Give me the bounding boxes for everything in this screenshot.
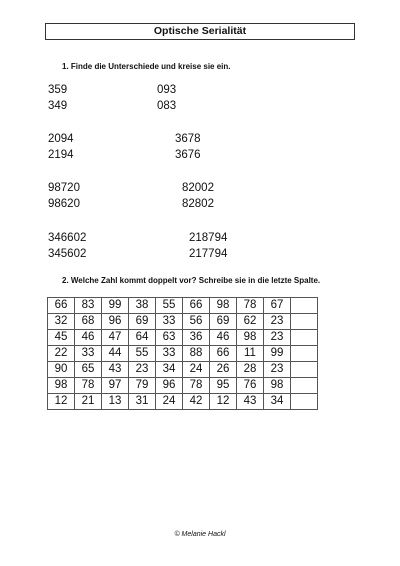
number: 2194 <box>48 149 74 161</box>
grid-cell: 21 <box>75 394 102 410</box>
grid-cell: 68 <box>75 314 102 330</box>
grid-cell: 78 <box>75 378 102 394</box>
grid-cell: 96 <box>156 378 183 394</box>
number: 3678 <box>175 133 201 145</box>
grid-cell: 62 <box>237 314 264 330</box>
grid-cell: 99 <box>102 298 129 314</box>
grid-cell: 12 <box>210 394 237 410</box>
grid-cell: 22 <box>48 346 75 362</box>
answer-cell[interactable] <box>291 362 318 378</box>
pair-4-right <box>189 230 227 262</box>
task-1-instruction: 1. Finde die Unterschiede und kreise sie ein. <box>62 62 231 71</box>
grid-cell: 11 <box>237 346 264 362</box>
number: 346602 <box>48 232 87 244</box>
grid-cell: 96 <box>102 314 129 330</box>
grid-cell: 47 <box>102 330 129 346</box>
grid-cell: 69 <box>210 314 237 330</box>
grid-cell: 69 <box>129 314 156 330</box>
number: 345602 <box>48 248 87 260</box>
number: 093 <box>157 84 177 96</box>
grid-cell: 31 <box>129 394 156 410</box>
grid-cell: 78 <box>183 378 210 394</box>
pair-2-left <box>48 131 74 163</box>
table-row <box>48 362 318 378</box>
grid-cell: 66 <box>48 298 75 314</box>
grid-cell: 65 <box>75 362 102 378</box>
grid-cell: 79 <box>129 378 156 394</box>
grid-cell: 24 <box>156 394 183 410</box>
answer-cell[interactable] <box>291 394 318 410</box>
table-row <box>48 378 318 394</box>
number: 82802 <box>182 198 214 210</box>
copyright-footer: © Melanie Hackl <box>174 531 226 538</box>
grid-cell: 66 <box>210 346 237 362</box>
grid-cell: 43 <box>102 362 129 378</box>
number: 82002 <box>182 182 214 194</box>
worksheet-title: Optische Serialität <box>45 23 355 40</box>
pair-2-right <box>175 131 201 163</box>
grid-cell: 32 <box>48 314 75 330</box>
grid-cell: 44 <box>102 346 129 362</box>
grid-cell: 23 <box>264 362 291 378</box>
grid-cell: 42 <box>183 394 210 410</box>
answer-cell[interactable] <box>291 314 318 330</box>
grid-cell: 28 <box>237 362 264 378</box>
table-row <box>48 394 318 410</box>
number: 98720 <box>48 182 80 194</box>
grid-cell: 23 <box>264 330 291 346</box>
grid-cell: 45 <box>48 330 75 346</box>
answer-cell[interactable] <box>291 330 318 346</box>
grid-cell: 90 <box>48 362 75 378</box>
grid-cell: 55 <box>156 298 183 314</box>
grid-cell: 43 <box>237 394 264 410</box>
grid-cell: 33 <box>156 314 183 330</box>
number-grid <box>47 297 318 410</box>
pair-3-right <box>182 180 214 212</box>
grid-cell: 46 <box>210 330 237 346</box>
number: 218794 <box>189 232 228 244</box>
grid-cell: 78 <box>237 298 264 314</box>
number: 349 <box>48 100 68 112</box>
grid-cell: 63 <box>156 330 183 346</box>
grid-cell: 98 <box>210 298 237 314</box>
grid-cell: 99 <box>264 346 291 362</box>
grid-cell: 95 <box>210 378 237 394</box>
number: 083 <box>157 100 177 112</box>
pair-1-right <box>157 82 176 114</box>
grid-cell: 55 <box>129 346 156 362</box>
number: 359 <box>48 84 68 96</box>
number: 217794 <box>189 248 228 260</box>
pair-1-left <box>48 82 67 114</box>
answer-cell[interactable] <box>291 346 318 362</box>
grid-cell: 67 <box>264 298 291 314</box>
grid-cell: 12 <box>48 394 75 410</box>
answer-cell[interactable] <box>291 378 318 394</box>
pair-4-left <box>48 230 86 262</box>
grid-cell: 36 <box>183 330 210 346</box>
grid-cell: 64 <box>129 330 156 346</box>
grid-cell: 46 <box>75 330 102 346</box>
grid-cell: 98 <box>237 330 264 346</box>
grid-cell: 23 <box>264 314 291 330</box>
grid-cell: 56 <box>183 314 210 330</box>
number: 98620 <box>48 198 80 210</box>
grid-cell: 83 <box>75 298 102 314</box>
task-2-instruction: 2. Welche Zahl kommt doppelt vor? Schreibe sie in die letzte Spalte. <box>62 276 321 285</box>
grid-cell: 66 <box>183 298 210 314</box>
number: 2094 <box>48 133 74 145</box>
grid-cell: 33 <box>75 346 102 362</box>
grid-cell: 34 <box>264 394 291 410</box>
number: 3676 <box>175 149 201 161</box>
grid-cell: 98 <box>48 378 75 394</box>
grid-cell: 24 <box>183 362 210 378</box>
grid-cell: 76 <box>237 378 264 394</box>
table-row <box>48 346 318 362</box>
grid-cell: 26 <box>210 362 237 378</box>
grid-cell: 33 <box>156 346 183 362</box>
grid-cell: 38 <box>129 298 156 314</box>
grid-cell: 97 <box>102 378 129 394</box>
grid-cell: 13 <box>102 394 129 410</box>
table-row <box>48 314 318 330</box>
table-row <box>48 298 318 314</box>
grid-cell: 34 <box>156 362 183 378</box>
answer-cell[interactable] <box>291 298 318 314</box>
pair-3-left <box>48 180 80 212</box>
grid-cell: 88 <box>183 346 210 362</box>
table-row <box>48 330 318 346</box>
grid-cell: 98 <box>264 378 291 394</box>
grid-cell: 23 <box>129 362 156 378</box>
